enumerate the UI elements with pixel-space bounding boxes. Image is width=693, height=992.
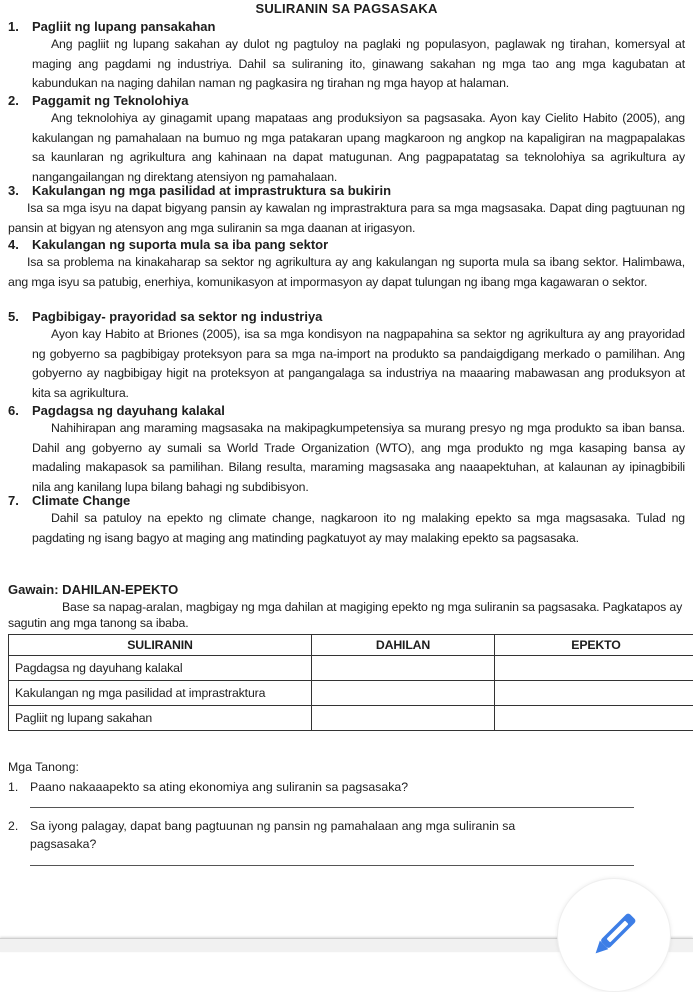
section-body: Isa sa mga isyu na dapat bigyang pansin ay kawalan ng imprastraktura para sa mga magsasaka. Dapat ding pagtuunan ng pansin at bigyan ng atensyon ang mga suliranin sa mga daanan at irigasyon. [0,199,693,238]
section-heading: 7. Climate Change [0,492,693,509]
section-body: Ang pagliit ng lupang sakahan ay dulot ng pagtuloy na paglaki ng populasyon, paglawak ng tirahan, komersyal at maging ang pagdami ng industriya. Dahil sa suliraning ito, ginawang sakahan ng mga tao ang mga kagubatan at kabundukan na naging dahilan naman ng pagkasira ng tirahan ng mga hayop at halaman. [0,35,693,94]
section-heading: 6. Pagdagsa ng dayuhang kalakal [0,402,693,419]
cell-dahilan[interactable] [312,656,495,681]
section-heading: 1. Pagliit ng lupang pansakahan [0,18,693,35]
section-6 [0,402,693,497]
section-body: Isa sa problema na kinakaharap sa sektor ng agrikultura ay ang kakulangan ng suporta mula sa ibang sektor. Halimbawa, ang mga isyu sa patubig, enerhiya, komunikasyon at impormasyon ay dapat tulungan ng ibang mga kagawaran o sektor. [0,253,693,292]
section-heading: 3. Kakulangan ng mga pasilidad at imprastruktura sa bukirin [0,182,693,199]
section-1 [0,18,693,94]
cause-effect-table [8,634,693,731]
cell-suliranin: Pagliit ng lupang sakahan [9,706,312,731]
section-body: Ang teknolohiya ay ginagamit upang mapataas ang produksiyon sa pagsasaka. Ayon kay Cielito Habito (2005), ang kakulangan ng pamahalaan na bumuo ng mga patakaran upang magkaroon ng angkop na kapaligiran na magpapalakas sa kaunlaran ng agrikultura ang kahinaan na dapat matugunan. Ang pagpapatatag sa teknolohiya sa agrikultura ay nangangailangan ng direktang atensiyon ng pamahalaan. [0,109,693,187]
section-2 [0,92,693,187]
cell-epekto[interactable] [495,681,693,706]
cell-suliranin: Pagdagsa ng dayuhang kalakal [9,656,312,681]
table-row [9,706,693,731]
answer-line-2[interactable] [30,865,634,866]
section-body: Nahihirapan ang maraming magsasaka na makipagkumpetensiya sa murang presyo ng mga produkto sa iban bansa. Dahil ang gobyerno ay sumali sa World Trade Organization (WTO), ang mga produkto ng mga kasaping bansa ay madaling makapasok sa pamilihan. Bilang resulta, maraming magsasaka ang naaapektuhan, at kalaunan ay ipinagbibili nila ang kanilang lupa bilang bahagi ng subdibisyon. [0,419,693,497]
answer-line-1[interactable] [30,807,634,808]
section-5 [0,308,693,403]
edit-button[interactable] [557,878,671,992]
questions-heading: Mga Tanong: [8,760,79,774]
cell-dahilan[interactable] [312,706,495,731]
table-row [9,656,693,681]
activity-instructions: Base sa napag-aralan, magbigay ng mga dahilan at magiging epekto ng mga suliranin sa pagsasaka. Pagkatapos ay sagutin ang mga tanong sa ibaba. [8,599,688,631]
section-7 [0,492,693,548]
section-heading: 2. Paggamit ng Teknolohiya [0,92,693,109]
table-header-row [9,635,693,656]
activity-heading: Gawain: DAHILAN-EPEKTO [8,582,178,597]
column-header-dahilan: DAHILAN [312,635,495,656]
question-1: 1. Paano nakaaapekto sa ating ekonomiya ang suliranin sa pagsasaka? [8,778,648,796]
section-3 [0,182,693,238]
section-heading: 5. Pagbibigay- prayoridad sa sektor ng industriya [0,308,693,325]
section-heading: 4. Kakulangan ng suporta mula sa iba pang sektor [0,236,693,253]
section-body: Dahil sa patuloy na epekto ng climate change, nagkaroon ito ng malaking epekto sa mga magsasaka. Tulad ng pagdating ng isang bagyo at maging ang matinding pagkatuyot ay may malaking epekto sa pagsasaka. [0,509,693,548]
column-header-suliranin: SULIRANIN [9,635,312,656]
section-body: Ayon kay Habito at Briones (2005), isa sa mga kondisyon na nagpapahina sa sektor ng agrikultura ay ang prayoridad ng gobyerno sa pagbibigay proteksyon para sa mga na-import na produkto sa pandaigdigang merkado o pamilihan. Ang gobyerno ay nagbibigay higit na proteksyon at pangangalaga sa industriya na maaaring mabawasan ang produksyon at kita sa agrikultura. [0,325,693,403]
cell-epekto[interactable] [495,656,693,681]
cell-epekto[interactable] [495,706,693,731]
page-title: SULIRANIN SA PAGSASAKA [0,1,693,16]
cell-dahilan[interactable] [312,681,495,706]
question-2: 2. Sa iyong palagay, dapat bang pagtuunan ng pansin ng pamahalaan ang mga suliranin sa pagsasaka? [8,817,648,853]
column-header-epekto: EPEKTO [495,635,693,656]
table-row [9,681,693,706]
pencil-icon [586,907,642,963]
section-4 [0,236,693,292]
cell-suliranin: Kakulangan ng mga pasilidad at imprastraktura [9,681,312,706]
